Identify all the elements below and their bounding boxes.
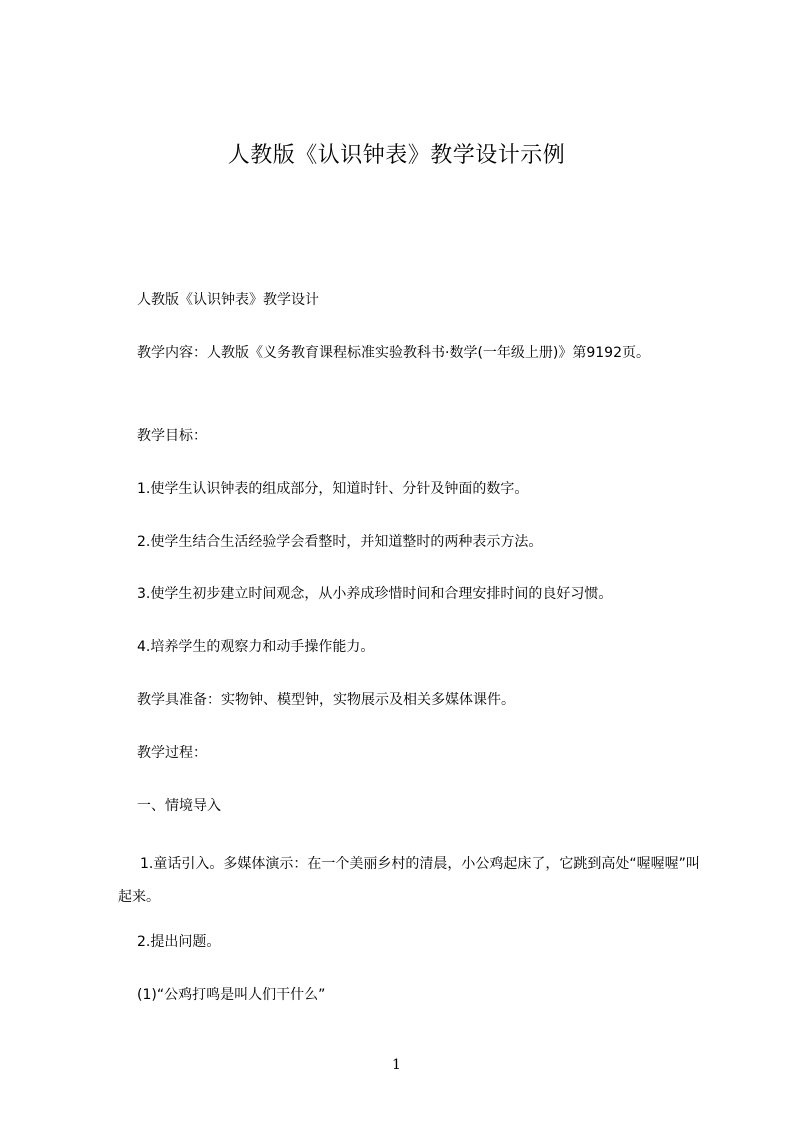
paragraph-story-intro: 1.童话引入。多媒体演示：在一个美丽乡村的清晨，小公鸡起床了，它跳到高处“喔喔喔”叫起来。 (118, 856, 700, 905)
paragraph-teaching-content: 教学内容：人教版《义务教育课程标准实验教科书·数学(一年级上册)》第9192页。 (137, 345, 651, 361)
paragraph-question-1: (1)“公鸡打鸣是叫人们干什么” (137, 987, 326, 1003)
paragraph-subtitle: 人教版《认识钟表》教学设计 (137, 292, 319, 308)
paragraph-materials: 教学具准备：实物钟、模型钟，实物展示及相关多媒体课件。 (137, 692, 515, 708)
paragraph-teaching-goals-heading: 教学目标： (137, 428, 207, 444)
page-number: 1 (392, 1057, 401, 1073)
paragraph-section-1-heading: 一、情境导入 (137, 798, 221, 814)
paragraph-goal-2: 2.使学生结合生活经验学会看整时，并知道整时的两种表示方法。 (137, 534, 543, 550)
paragraph-goal-4: 4.培养学生的观察力和动手操作能力。 (137, 639, 375, 655)
paragraph-raise-question: 2.提出问题。 (137, 934, 221, 950)
document-title: 人教版《认识钟表》教学设计示例 (227, 143, 566, 168)
paragraph-goal-1: 1.使学生认识钟表的组成部分，知道时针、分针及钟面的数字。 (137, 481, 529, 497)
paragraph-goal-3: 3.使学生初步建立时间观念，从小养成珍惜时间和合理安排时间的良好习惯。 (137, 586, 613, 602)
paragraph-process-heading: 教学过程： (137, 745, 207, 761)
